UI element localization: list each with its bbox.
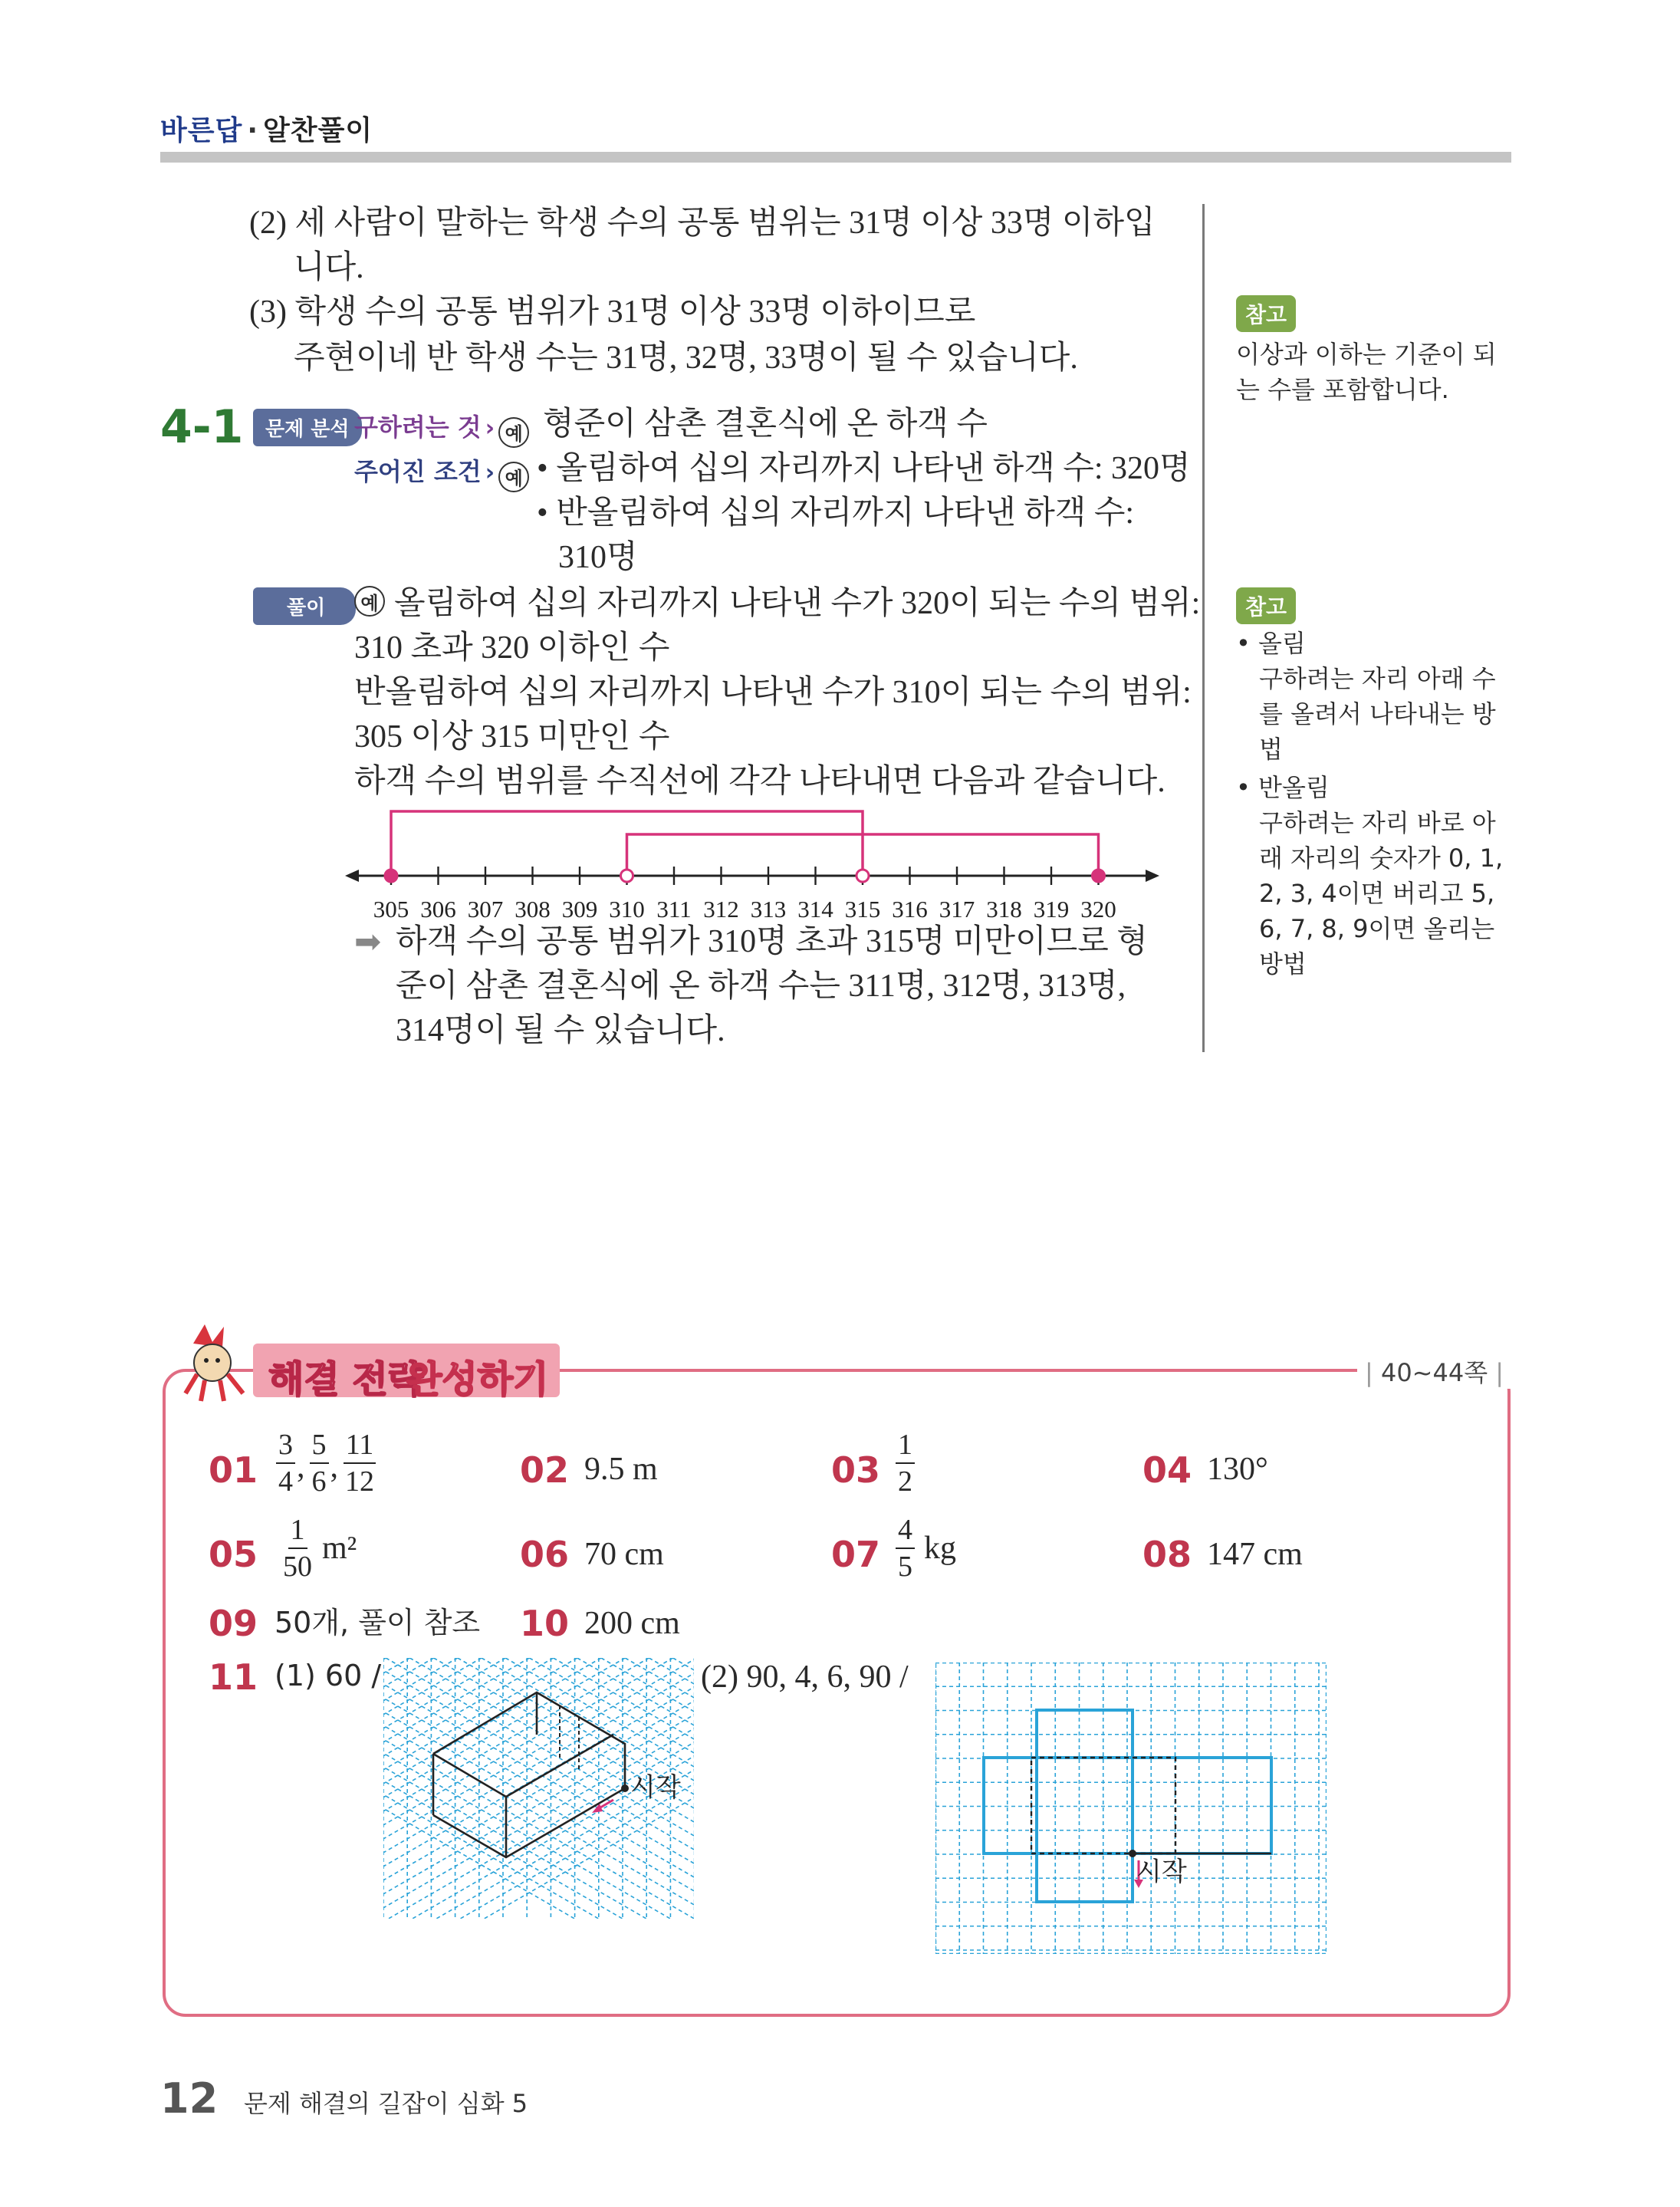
answer-num-09: 09 bbox=[209, 1603, 258, 1644]
answer-num-03: 03 bbox=[831, 1449, 881, 1491]
square-grid-figure bbox=[935, 1663, 1327, 1954]
part2-line2: 니다. bbox=[294, 250, 364, 285]
range-1-endpoint-1 bbox=[1093, 870, 1105, 882]
answer-pages: | 40~44쪽 | bbox=[1357, 1353, 1511, 1389]
given-line1: • 올림하여 십의 자리까지 나타낸 하객 수: 320명 bbox=[537, 451, 1191, 486]
answer-num-10: 10 bbox=[520, 1603, 570, 1644]
header-title-a: 바른답 bbox=[160, 115, 243, 146]
range-0-endpoint-0 bbox=[385, 870, 397, 882]
note2-text2-2: 2, 3, 4이면 버리고 5, bbox=[1259, 879, 1495, 908]
given-row bbox=[354, 452, 529, 492]
answer-num-05: 05 bbox=[209, 1534, 258, 1575]
answer-num-06: 06 bbox=[520, 1534, 570, 1575]
mascot-icon bbox=[170, 1321, 255, 1405]
iso-start-label: 시작 bbox=[630, 1772, 681, 1803]
header-title bbox=[160, 109, 373, 148]
find-row bbox=[354, 408, 529, 448]
answer-title-b: 완성하기 bbox=[406, 1358, 549, 1401]
answer-02: 9.5 m bbox=[584, 1452, 658, 1487]
note2-text1-1: 를 올려서 나타내는 방 bbox=[1259, 699, 1496, 729]
answer-06: 70 cm bbox=[584, 1537, 664, 1572]
arrow-right-icon: ➡ bbox=[354, 923, 382, 960]
page-number: 12 bbox=[160, 2074, 219, 2123]
given-line2: • 반올림하여 십의 자리까지 나타낸 하객 수: bbox=[537, 495, 1135, 531]
find-text: 형준이 삼촌 결혼식에 온 하객 수 bbox=[543, 406, 988, 442]
tick-label-315: 315 bbox=[844, 896, 881, 920]
conclusion-line3: 314명이 될 수 있습니다. bbox=[396, 1013, 725, 1048]
answer-num-11: 11 bbox=[209, 1656, 258, 1698]
header-title-sep: · bbox=[247, 115, 259, 146]
conclusion-line1: 하객 수의 공통 범위가 310명 초과 315명 미만이므로 형 bbox=[396, 924, 1148, 959]
answer-num-08: 08 bbox=[1142, 1534, 1192, 1575]
tick-label-309: 309 bbox=[561, 896, 598, 920]
given-line3: 310명 bbox=[558, 540, 638, 575]
tick-label-320: 320 bbox=[1080, 896, 1116, 920]
answer-09: 50개, 풀이 참조 bbox=[275, 1606, 481, 1640]
note2-bullet2: • 반올림 bbox=[1236, 773, 1330, 802]
analysis-tag: 문제 분석 bbox=[253, 409, 362, 446]
tick-label-313: 313 bbox=[750, 896, 787, 920]
footer-title: 문제 해결의 길잡이 심화 5 bbox=[244, 2089, 528, 2118]
answer-05: $\frac{1}{50}$ m² bbox=[283, 1514, 357, 1583]
tick-label-311: 311 bbox=[656, 896, 692, 920]
note2-text2-4: 방법 bbox=[1259, 949, 1307, 979]
solution-tag: 풀이 bbox=[253, 587, 356, 625]
note2-tag: 참고 bbox=[1236, 587, 1296, 624]
header-title-b: 알찬풀이 bbox=[263, 115, 373, 146]
conclusion-line2: 준이 삼촌 결혼식에 온 하객 수는 311명, 312명, 313명, bbox=[396, 969, 1126, 1004]
sq-start-label: 시작 bbox=[1136, 1857, 1187, 1887]
note2-text1-0: 구하려는 자리 아래 수 bbox=[1259, 664, 1496, 693]
answer-pages-text: 40~44쪽 bbox=[1380, 1358, 1488, 1387]
answer-04: 130° bbox=[1207, 1452, 1268, 1487]
tick-label-312: 312 bbox=[703, 896, 739, 920]
note2-bullet1: • 올림 bbox=[1236, 629, 1306, 658]
note2-text1-2: 법 bbox=[1259, 735, 1283, 764]
tick-label-316: 316 bbox=[892, 896, 928, 920]
note1-line2: 는 수를 포함합니다. bbox=[1236, 375, 1449, 404]
column-divider bbox=[1202, 204, 1205, 1052]
note2-text2-1: 래 자리의 숫자가 0, 1, bbox=[1259, 844, 1504, 873]
solution-line1: 올림하여 십의 자리까지 나타낸 수가 320이 되는 수의 범위: bbox=[394, 586, 1201, 621]
tick-label-305: 305 bbox=[373, 896, 409, 920]
note2-text2-0: 구하려는 자리 바로 아 bbox=[1259, 808, 1496, 837]
tick-label-308: 308 bbox=[515, 896, 551, 920]
solution-line3: 반올림하여 십의 자리까지 나타낸 수가 310이 되는 수의 범위: bbox=[354, 675, 1192, 710]
solution-line2: 310 초과 320 이하인 수 bbox=[354, 630, 670, 666]
answer-10: 200 cm bbox=[584, 1606, 680, 1641]
isometric-grid-figure bbox=[383, 1658, 694, 1919]
given-label: 주어진 조건 bbox=[354, 457, 482, 486]
note2-text2-3: 6, 7, 8, 9이면 올리는 bbox=[1259, 914, 1495, 943]
range-0-endpoint-1 bbox=[856, 870, 869, 882]
find-label: 구하려는 것 bbox=[354, 413, 482, 442]
header-bar bbox=[160, 152, 1511, 163]
part3-line2: 주현이네 반 학생 수는 31명, 32명, 33명이 될 수 있습니다. bbox=[294, 340, 1078, 376]
part2-line1: (2) 세 사람이 말하는 학생 수의 공통 범위는 31명 이상 33명 이하입 bbox=[249, 206, 1156, 241]
answer-num-07: 07 bbox=[831, 1534, 881, 1575]
axis-right-arrow bbox=[1146, 870, 1159, 882]
example-mark-icon: 예 bbox=[498, 462, 529, 492]
answer-07: $\frac{4}{5}$ kg bbox=[896, 1515, 956, 1581]
answer-03: $\frac{1}{2}$ bbox=[896, 1430, 915, 1496]
tick-label-319: 319 bbox=[1033, 896, 1070, 920]
range-1-endpoint-0 bbox=[621, 870, 633, 882]
chevron-right-icon: › bbox=[485, 459, 495, 486]
answer-11-part2: (2) 90, 4, 6, 90 / bbox=[701, 1659, 909, 1695]
tick-label-314: 314 bbox=[797, 896, 833, 920]
note1-tag: 참고 bbox=[1236, 295, 1296, 332]
note1-line1: 이상과 이하는 기준이 되 bbox=[1236, 340, 1497, 369]
tick-label-307: 307 bbox=[467, 896, 504, 920]
tick-label-306: 306 bbox=[420, 896, 456, 920]
answer-11-part1: (1) 60 / bbox=[275, 1659, 382, 1692]
problem-number: 4-1 bbox=[160, 400, 244, 454]
answer-08: 147 cm bbox=[1207, 1537, 1303, 1572]
solution-line4: 305 이상 315 미만인 수 bbox=[354, 719, 670, 755]
answer-num-01: 01 bbox=[209, 1449, 258, 1491]
example-mark-icon: 예 bbox=[498, 417, 529, 448]
answer-num-02: 02 bbox=[520, 1449, 570, 1491]
solution-line5: 하객 수의 범위를 수직선에 각각 나타내면 다음과 같습니다. bbox=[354, 764, 1165, 799]
answer-title-a: 해결 전략 bbox=[268, 1358, 424, 1401]
tick-label-318: 318 bbox=[986, 896, 1022, 920]
answer-num-04: 04 bbox=[1142, 1449, 1192, 1491]
answer-01: $\frac{3}{4}$ , $\frac{5}{6}$ , $\frac{11}{12}$ bbox=[276, 1430, 376, 1496]
axis-left-arrow bbox=[345, 870, 359, 882]
tick-label-317: 317 bbox=[939, 896, 975, 920]
part3-line1: (3) 학생 수의 공통 범위가 31명 이상 33명 이하이므로 bbox=[249, 294, 976, 330]
example-mark-icon: 예 bbox=[354, 586, 385, 617]
tick-label-310: 310 bbox=[609, 896, 645, 920]
chevron-right-icon: › bbox=[485, 415, 495, 442]
number-line-chart bbox=[337, 798, 1165, 920]
